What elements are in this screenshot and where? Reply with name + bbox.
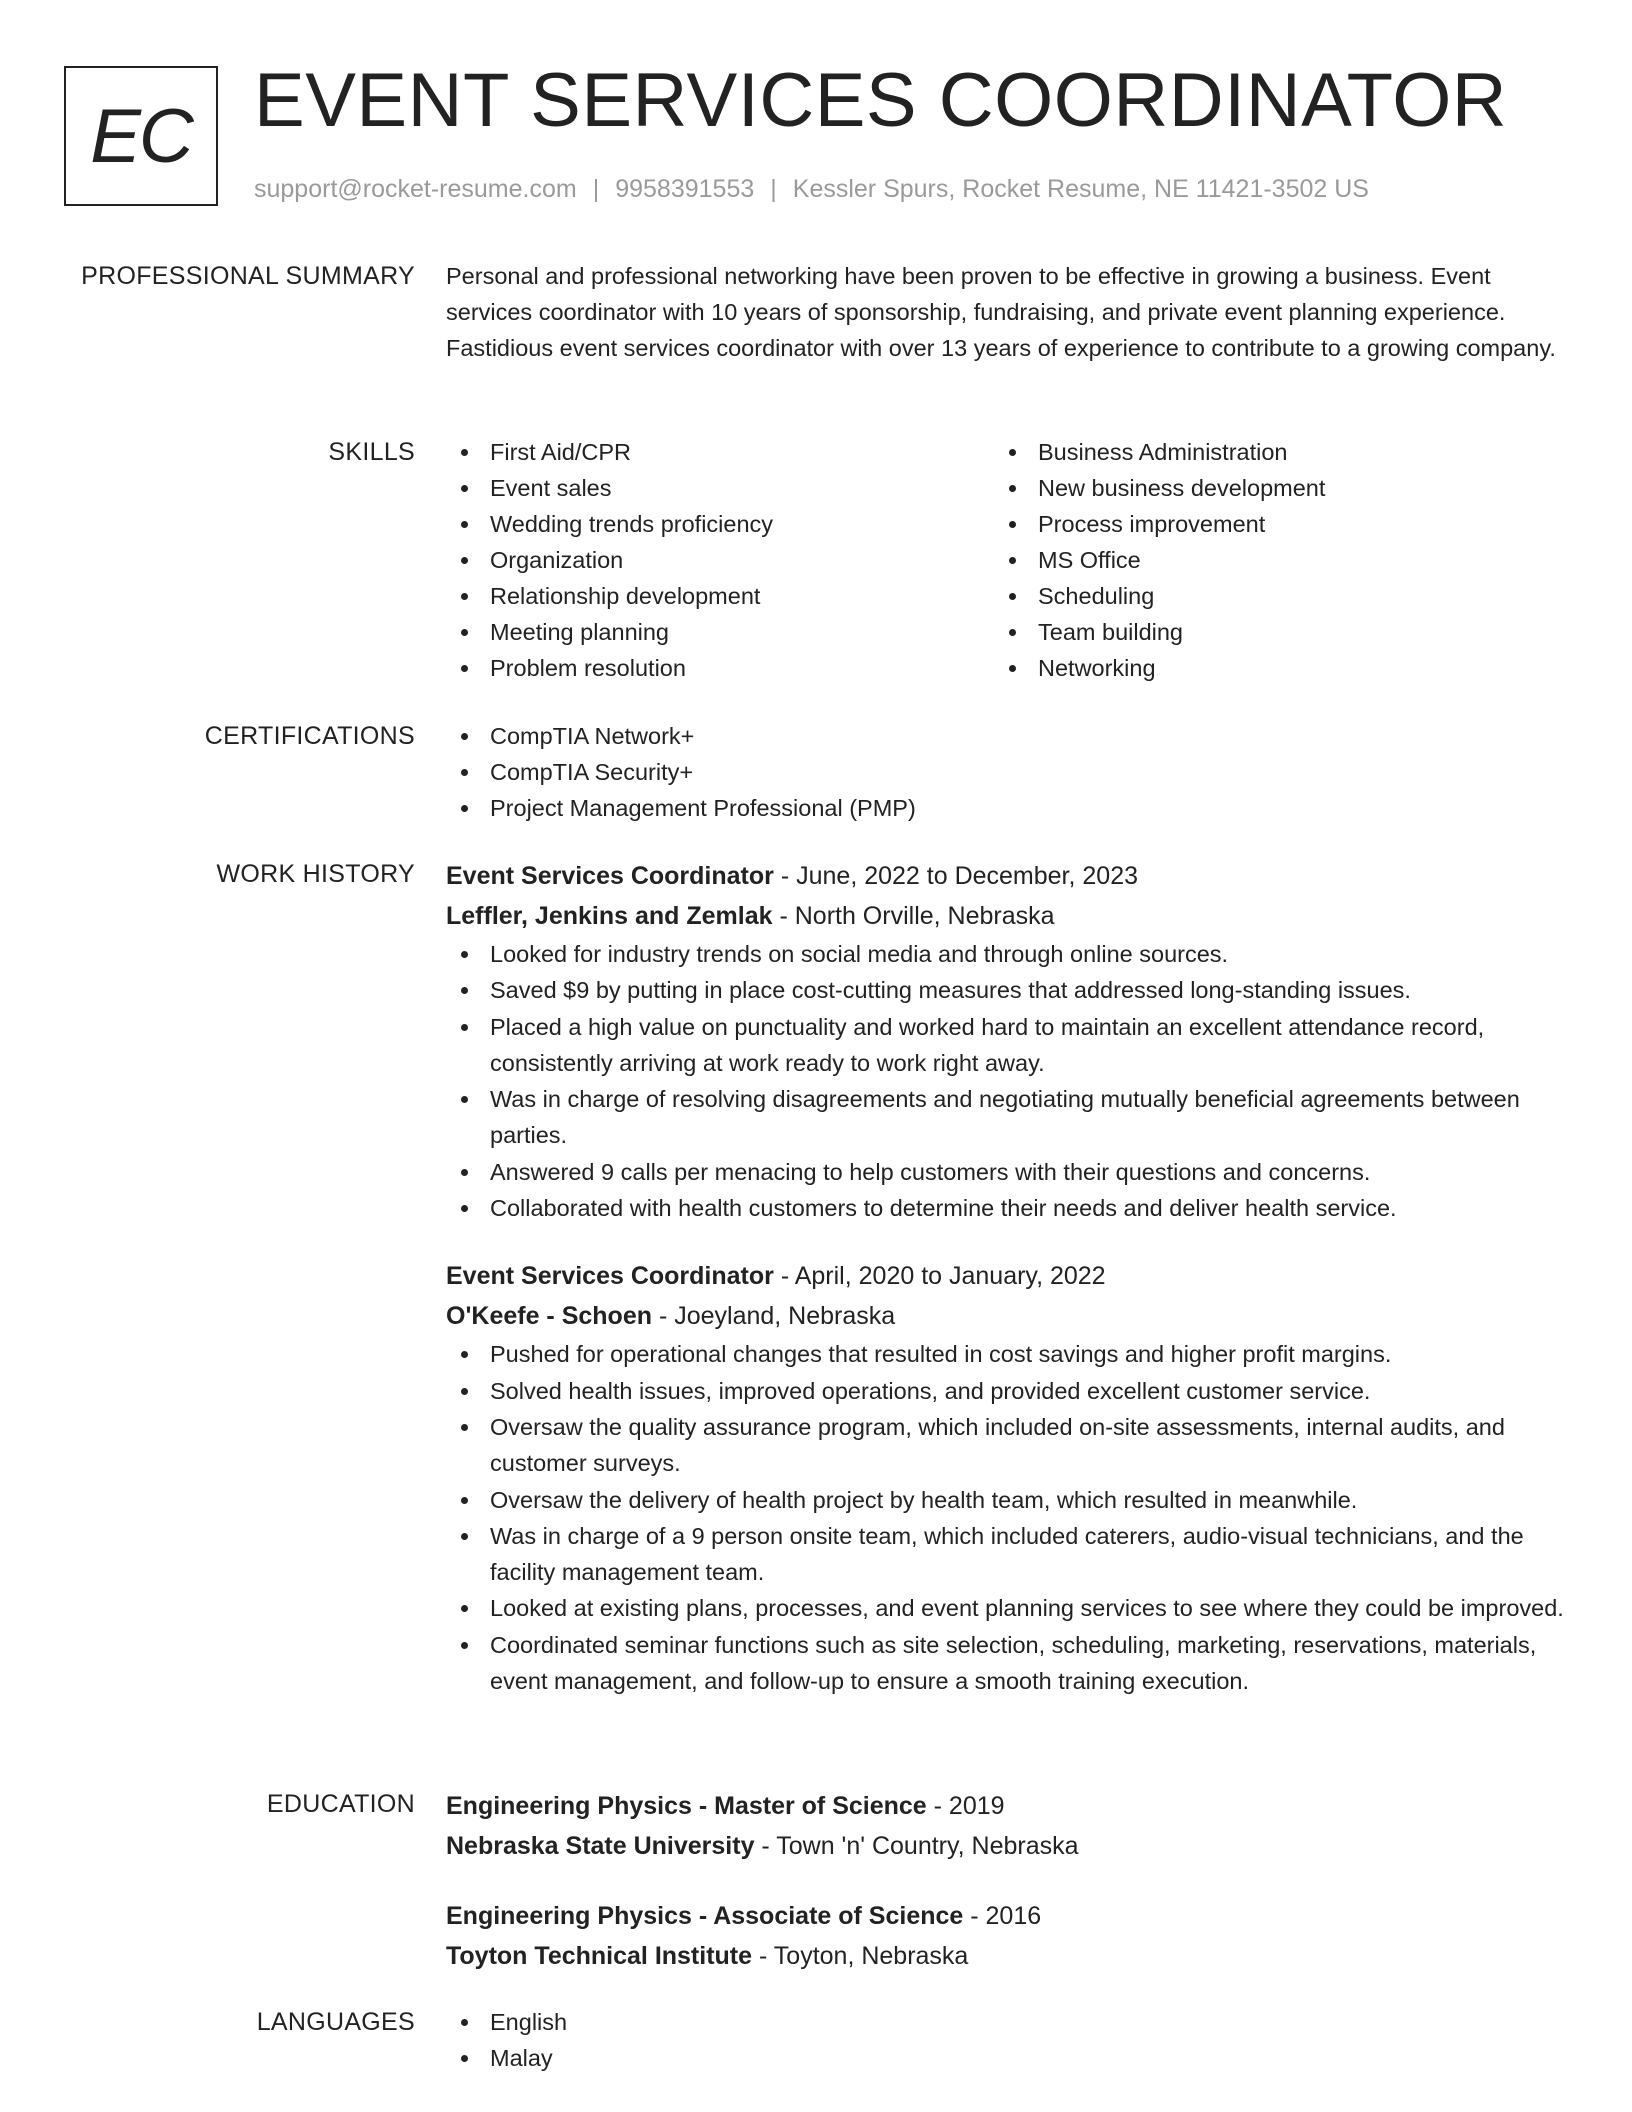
job-dates: - June, 2022 to December, 2023 (773, 862, 1139, 890)
job-bullet: Answered 9 calls per menacing to help customers with their questions and concerns. (446, 1154, 1566, 1190)
job-company: Leffler, Jenkins and Zemlak (446, 902, 773, 930)
education-entry (446, 1896, 1566, 1976)
skill-item: Event sales (446, 470, 994, 506)
skill-item: First Aid/CPR (446, 434, 994, 470)
section-heading: PROFESSIONAL SUMMARY (81, 262, 415, 290)
skill-item: Scheduling (994, 578, 1542, 614)
degree: Engineering Physics - Master of Science (446, 1792, 927, 1820)
contact-address: Kessler Spurs, Rocket Resume, NE 11421-3502 US (792, 175, 1369, 203)
job-company-line (446, 1296, 1566, 1336)
school-location: - Toyton, Nebraska (752, 1942, 969, 1970)
language-item: English (446, 2004, 1566, 2040)
school-line (446, 1826, 1566, 1866)
school: Toyton Technical Institute (446, 1942, 753, 1970)
skill-item: Meeting planning (446, 614, 994, 650)
skill-item: Problem resolution (446, 650, 994, 686)
skill-item: Networking (994, 650, 1542, 686)
degree-line (446, 1786, 1566, 1826)
school-location: - Town 'n' Country, Nebraska (754, 1832, 1079, 1860)
section-body (446, 856, 1566, 1699)
monogram-box (64, 66, 218, 206)
job-bullet: Oversaw the quality assurance program, which included on-site assessments, internal audits, and customer surveys. (446, 1409, 1566, 1482)
job-title-line (446, 1256, 1566, 1296)
contact-separator: | (770, 175, 777, 203)
certifications-list (446, 718, 1566, 826)
contact-line (254, 172, 1369, 206)
section-heading: CERTIFICATIONS (204, 722, 415, 750)
section-body (446, 258, 1566, 366)
section-heading: LANGUAGES (256, 2008, 415, 2036)
skill-item: Team building (994, 614, 1542, 650)
job-bullet: Collaborated with health customers to determine their needs and deliver health service. (446, 1190, 1566, 1226)
contact-phone: 9958391553 (615, 175, 755, 203)
job-bullet: Oversaw the delivery of health project by health team, which resulted in meanwhile. (446, 1482, 1566, 1518)
school-line (446, 1936, 1566, 1976)
contact-separator: | (592, 175, 600, 203)
job-title: Event Services Coordinator (446, 1262, 774, 1291)
language-item: Malay (446, 2040, 1566, 2076)
job-bullet: Pushed for operational changes that resulted in cost savings and higher profit margins. (446, 1336, 1566, 1372)
summary-text: Personal and professional networking have been proven to be effective in growing a business. Event services coordinator with 10 years of sponsorship, fundraising, and private event planning experience. Fastidious event services coordinator with over 13 years of experience to contribute to a growing company. (446, 263, 1556, 361)
job-title: Event Services Coordinator (446, 862, 774, 890)
skill-item: Organization (446, 542, 994, 578)
job-entry (446, 856, 1566, 1226)
skills-list-left (446, 434, 994, 686)
graduation-year: - 2019 (926, 1792, 1005, 1820)
skill-item: New business development (994, 470, 1542, 506)
certification-item: Project Management Professional (PMP) (446, 790, 1566, 826)
contact-email: support@rocket-resume.com (254, 175, 577, 203)
skill-item: Relationship development (446, 578, 994, 614)
job-bullets (446, 1336, 1566, 1699)
job-bullet: Saved $9 by putting in place cost-cutting measures that addressed long-standing issues. (446, 972, 1566, 1008)
job-title-line (446, 856, 1566, 896)
skill-item: Business Administration (994, 434, 1542, 470)
job-bullet: Placed a high value on punctuality and worked hard to maintain an excellent attendance record, consistently arriving at work ready to work right away. (446, 1009, 1566, 1082)
section-heading: SKILLS (328, 438, 415, 466)
skill-item: Wedding trends proficiency (446, 506, 994, 542)
job-entry (446, 1256, 1566, 1699)
languages-list (446, 2004, 1566, 2076)
degree-line (446, 1896, 1566, 1936)
job-bullet: Solved health issues, improved operations, and provided excellent customer service. (446, 1373, 1566, 1409)
section-body (446, 434, 1566, 686)
job-bullet: Coordinated seminar functions such as site selection, scheduling, marketing, reservations, materials, event management, and follow-up to ensure a smooth training execution. (446, 1627, 1566, 1700)
section-body (446, 718, 1566, 826)
skills-list-right (994, 434, 1542, 686)
section-heading: EDUCATION (266, 1790, 415, 1818)
graduation-year: - 2016 (963, 1902, 1042, 1930)
skill-item: MS Office (994, 542, 1542, 578)
job-bullet: Was in charge of resolving disagreements and negotiating mutually beneficial agreements between parties. (446, 1081, 1566, 1154)
section-heading: WORK HISTORY (216, 860, 415, 888)
education-entry (446, 1786, 1566, 1866)
job-dates: - April, 2020 to January, 2022 (773, 1262, 1106, 1291)
certification-item: CompTIA Network+ (446, 718, 1566, 754)
resume-title: EVENT SERVICES COORDINATOR (254, 58, 1508, 143)
monogram-initials: EC (90, 93, 192, 179)
job-location: - Joeyland, Nebraska (652, 1302, 896, 1331)
job-company-line (446, 896, 1566, 936)
section-body (446, 1786, 1566, 1976)
job-bullet: Was in charge of a 9 person onsite team, which included caterers, audio-visual technicians, and the facility management team. (446, 1518, 1566, 1591)
job-bullet: Looked for industry trends on social media and through online sources. (446, 936, 1566, 972)
skill-item: Process improvement (994, 506, 1542, 542)
job-bullets (446, 936, 1566, 1226)
job-location: - North Orville, Nebraska (772, 902, 1055, 930)
certification-item: CompTIA Security+ (446, 754, 1566, 790)
degree: Engineering Physics - Associate of Science (446, 1902, 964, 1930)
section-body (446, 2004, 1566, 2076)
school: Nebraska State University (446, 1832, 755, 1860)
job-company: O'Keefe - Schoen (446, 1302, 652, 1331)
job-bullet: Looked at existing plans, processes, and event planning services to see where they could be improved. (446, 1590, 1566, 1626)
